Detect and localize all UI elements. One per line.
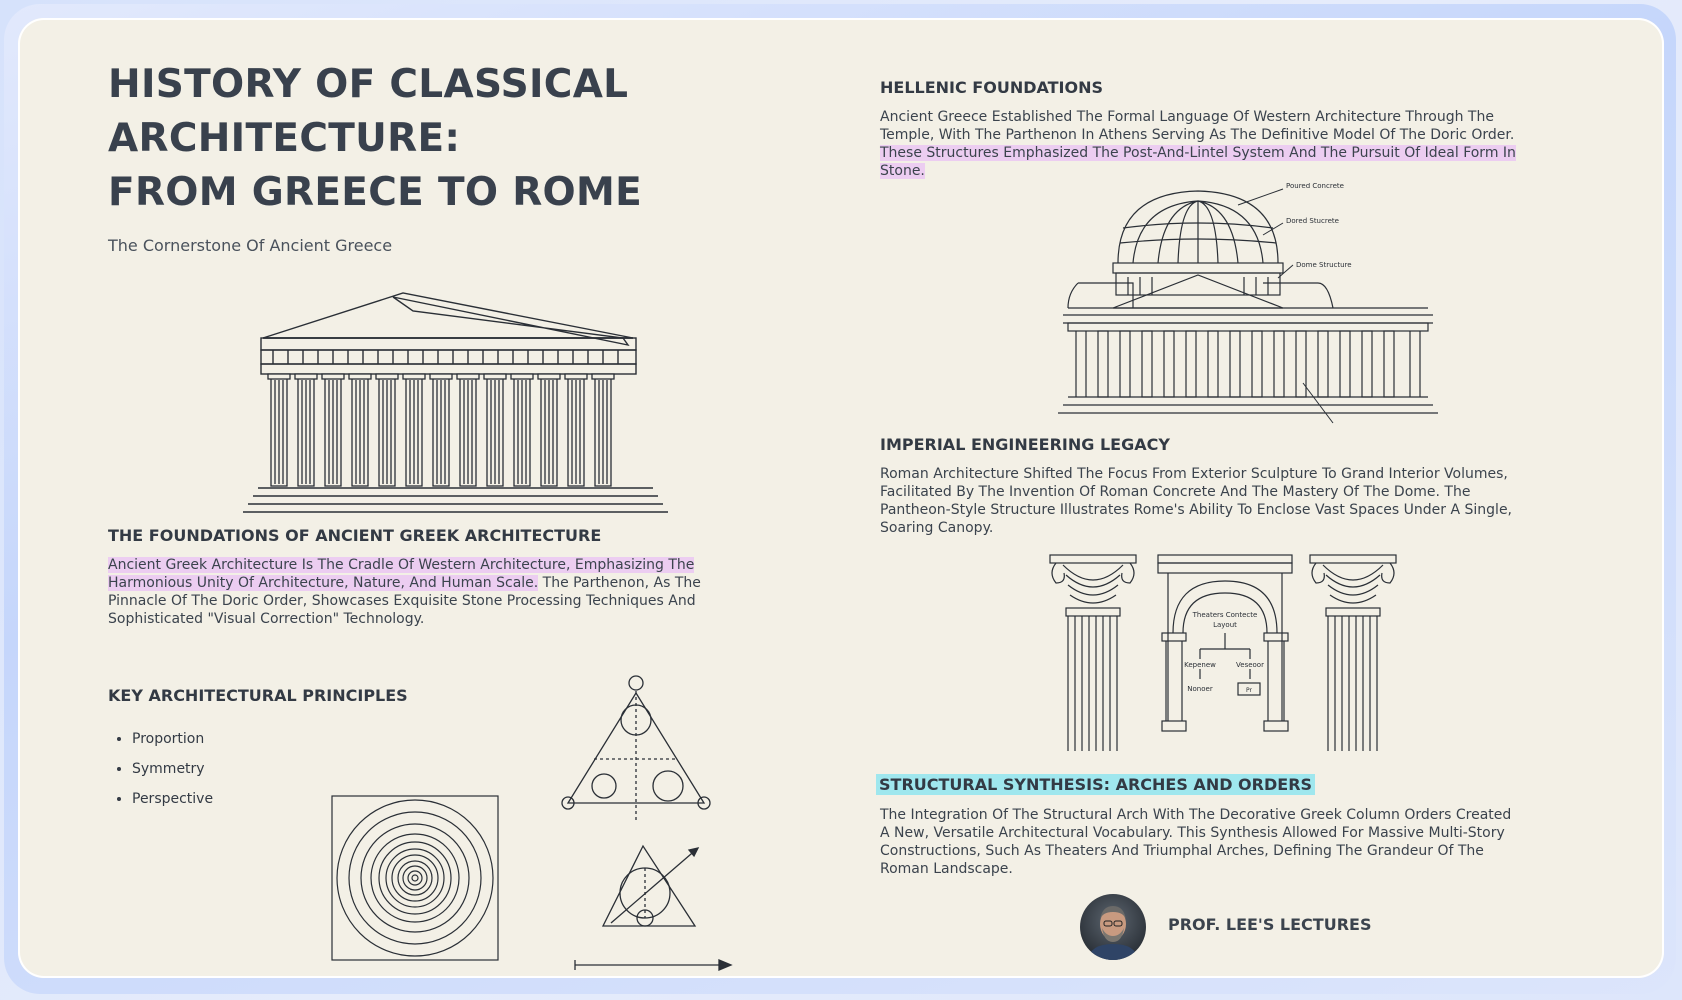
concentric-square-diagram [330,794,500,964]
title-line-3: FROM GREECE TO ROME [108,170,643,215]
arch-label-right: Veseoor [1236,661,1264,669]
synthesis-paragraph: The Integration Of The Structural Arch With The Decorative Greek Column Orders Created A New, Versatile Architectural Vocabulary. This Synthesis Allowed For Massive Multi-Story Constructions, Such As Theaters And Triumphal Arches, Defining The Grandeur Of The Roman Landscape. [880,807,1512,877]
synthesis-heading [876,775,1315,794]
title-line-1: HISTORY OF CLASSICAL [108,62,629,107]
slide [18,18,1664,978]
hellenic-heading: HELLENIC FOUNDATIONS [880,78,1104,97]
page-title [108,58,728,220]
dome-label-1: Poured Concrete [1286,183,1344,190]
hellenic-paragraph [880,108,1520,180]
temple-illustration [243,283,683,523]
list-item: • Proportion [132,724,213,754]
synthesis-heading-text: STRUCTURAL SYNTHESIS: ARCHES AND ORDERS [876,774,1315,795]
arch-label-bottom-left: Nonoer [1187,685,1213,693]
arch-label-top-2: Layout [1213,621,1237,629]
presenter-avatar [1080,894,1146,960]
arrow-line [573,958,733,972]
greek-paragraph [108,556,708,628]
hellenic-text: Ancient Greece Established The Formal Language Of Western Architecture Through The Temple, With The Parthenon In Athens Serving As The Definitive Model Of The Doric Order. [880,109,1515,143]
greek-rest: The Parthenon, As The Pinnacle Of The Doric Order, Showcases Exquisite Stone Processing Techniques And Sophisticated "Visual Correction" Technology. [108,575,701,627]
subtitle: The Cornerstone Of Ancient Greece [108,236,393,255]
principles-list [114,724,213,814]
list-item: • Perspective [132,784,213,814]
greek-heading: THE FOUNDATIONS OF ANCIENT GREEK ARCHITECTURE [108,526,602,545]
imperial-paragraph: Roman Architecture Shifted The Focus From Exterior Sculpture To Grand Interior Volumes, Facilitated By The Invention Of Roman Concrete And The Mastery Of The Dome. The Pantheon-Style Structure Illustrates Rome's Ability To Enclose Vast Spaces Under A Single, Soaring Canopy. [880,466,1513,536]
list-item: • Symmetry [132,754,213,784]
hellenic-highlight: These Structures Emphasized The Post-And-Lintel System And The Pursuit Of Ideal Form In Stone. [880,145,1516,179]
principles-heading: KEY ARCHITECTURAL PRINCIPLES [108,686,408,705]
column-arch-illustration [1048,553,1408,753]
arch-label-left: Kepenew [1184,661,1216,669]
dome-label-3: Dome Structure [1296,261,1352,269]
triangle-circles-diagram [558,673,733,823]
arch-label-top-1: Theaters Contecte [1192,611,1258,619]
brand-label: PROF. LEE'S LECTURES [1168,915,1372,934]
greek-highlight: Ancient Greek Architecture Is The Cradle Of Western Architecture, Emphasizing The Harmonious Unity Of Architecture, Nature, And Human Scale. [108,557,695,591]
arch-label-bottom-right: Pr [1246,687,1252,694]
pantheon-illustration [1058,183,1438,433]
triangle-arrow-diagram [593,838,713,938]
title-line-2: ARCHITECTURE: [108,116,461,161]
imperial-heading: IMPERIAL ENGINEERING LEGACY [880,435,1170,454]
dome-label-2: Dored Stucrete [1286,217,1339,225]
